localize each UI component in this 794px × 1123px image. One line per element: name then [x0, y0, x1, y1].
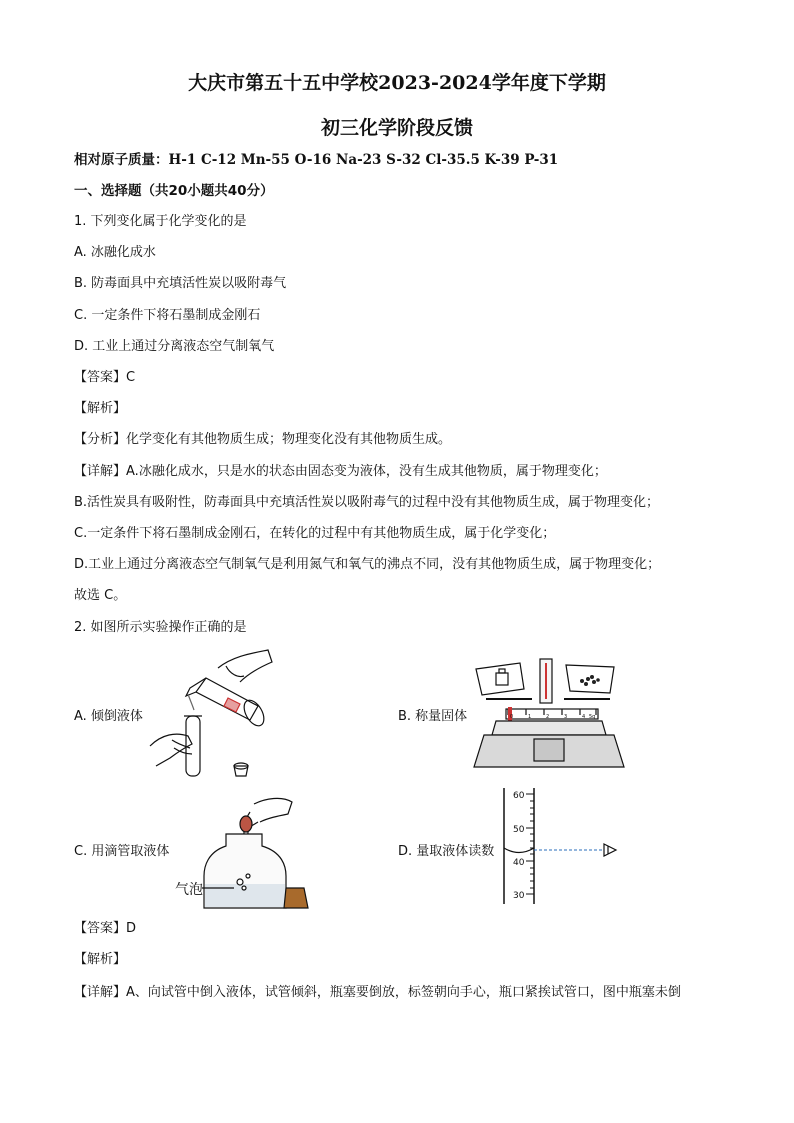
q1-option-d: D. 工业上通过分离液态空气制氧气 — [74, 339, 275, 354]
q1-fenxi-text: 化学变化有其他物质生成；物理变化没有其他物质生成。 — [126, 432, 452, 447]
q1-xiangjie-d: D.工业上通过分离液态空气制氧气是利用氮气和氧气的沸点不同，没有其他物质生成，属于物理变化； — [74, 557, 661, 572]
document-subtitle: 初三化学阶段反馈 — [320, 117, 473, 139]
q1-xiangjie-c: C.一定条件下将石墨制成金刚石，在转化的过程中有其他物质生成，属于化学变化； — [74, 526, 556, 541]
ruler-tick-3: 3 — [564, 714, 568, 720]
q1-option-b: B. 防毒面具中充填活性炭以吸附毒气 — [74, 276, 287, 291]
q1-xiangjie-a-text: A.冰融化成水，只是水的状态由固态变为液体，没有生成其他物质，属于物理变化； — [126, 464, 607, 479]
q2-xiangjie — [74, 985, 681, 1001]
q1-answer — [74, 370, 135, 386]
ruler-tick-5: 5g — [589, 714, 596, 720]
q1-analysis-tag: 【解析】 — [74, 401, 127, 416]
ruler-tick-2: 2 — [546, 714, 550, 720]
ruler-tick-0: 0 — [510, 714, 514, 720]
section-heading: 一、选择题（共20小题共40分） — [74, 183, 274, 199]
q1-fenxi — [74, 432, 451, 448]
q1-answer-value: C — [126, 370, 136, 385]
q2-option-b: B. 称量固体 — [398, 709, 468, 724]
cylinder-tick-50: 50 — [513, 825, 525, 835]
q1-fenxi-tag: 【分析】 — [74, 432, 127, 447]
q2-analysis-tag: 【解析】 — [74, 952, 127, 967]
cylinder-tick-40: 40 — [513, 858, 525, 868]
q2-option-d: D. 量取液体读数 — [398, 844, 495, 859]
bubble-label: 气泡 — [175, 882, 203, 898]
q1-option-c: C. 一定条件下将石墨制成金刚石 — [74, 308, 261, 323]
q2-option-c: C. 用滴管取液体 — [74, 844, 170, 859]
q2-xiangjie-text: A、向试管中倒入液体，试管倾斜，瓶塞要倒放，标签朝向手心，瓶口紧挨试管口，图中瓶塞未倒 — [126, 985, 681, 1000]
q2-stem: 2. 如图所示实验操作正确的是 — [74, 620, 247, 635]
q1-option-a: A. 冰融化成水 — [74, 245, 156, 260]
atomic-mass-line: 相对原子质量：H-1 C-12 Mn-55 O-16 Na-23 S-32 Cl-35.5 K-39 P-31 — [74, 152, 559, 168]
cylinder-tick-60: 60 — [513, 791, 525, 801]
q1-answer-tag: 【答案】 — [74, 370, 127, 385]
graduated-cylinder-illustration — [504, 788, 624, 906]
q2-answer-value: D — [126, 921, 137, 936]
q1-xiangjie-tag: 【详解】 — [74, 464, 127, 479]
q1-conclusion: 故选 C。 — [74, 588, 127, 603]
q1-xiangjie-b: B.活性炭具有吸附性，防毒面具中充填活性炭以吸附毒气的过程中没有其他物质生成，属于物理变化； — [74, 495, 660, 510]
balance-scale-illustration — [474, 655, 624, 775]
q2-answer-tag: 【答案】 — [74, 921, 127, 936]
q1-stem: 1. 下列变化属于化学变化的是 — [74, 214, 247, 229]
ruler-tick-1: 1 — [528, 714, 532, 720]
cylinder-tick-30: 30 — [513, 891, 525, 901]
pouring-liquid-illustration — [148, 648, 278, 783]
q2-option-a: A. 倾倒液体 — [74, 709, 143, 724]
q2-answer — [74, 921, 136, 937]
ruler-tick-4: 4 — [582, 714, 586, 720]
document-title: 大庆市第五十五中学校2023-2024学年度下学期 — [188, 72, 606, 94]
q2-xiangjie-tag: 【详解】 — [74, 985, 127, 1000]
q1-xiangjie-a — [74, 464, 607, 480]
